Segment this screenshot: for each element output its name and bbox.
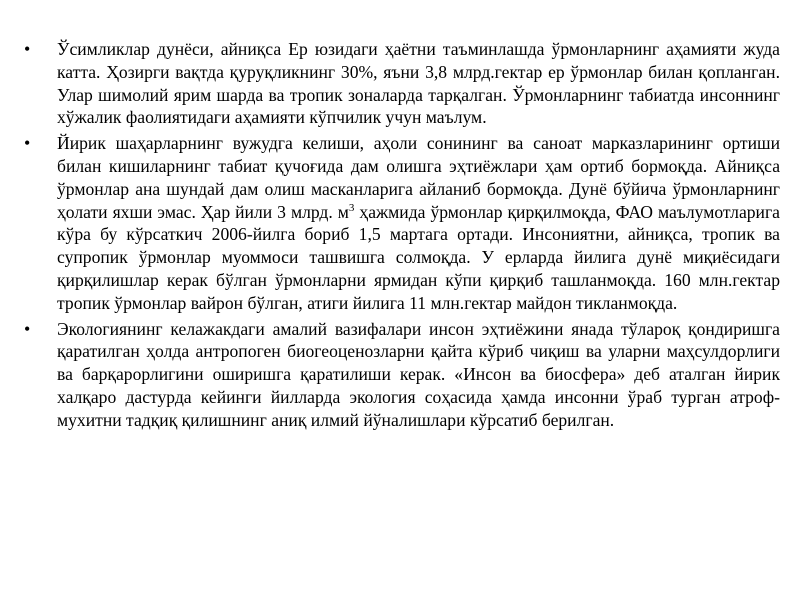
list-item — [24, 318, 780, 432]
paragraph-text-part: ҳажмида ўрмонлар қирқилмоқда, ФАО маълумотларига кўра бу кўрсаткич 2006-йилга бориб 1,5 мартага ортади. Инсониятни, айниқса, тропик ва супропик ўрмонлар муоммоси ташвишга солмоқда. У ерларда йилига дунё миқиёсидаги қирқилишлар керак бўлган ўрмонларни ярмидан кўпи қирқиб ташланмоқда. 160 млн.гектар тропик ўрмонлар вайрон бўлган, атиги йилига 11 млн.гектар майдон тикланмоқда. — [57, 201, 780, 313]
paragraph-ecology-tasks: Экологиянинг келажакдаги амалий вазифалари инсон эҳтиёжини янада тўлароқ қондиришга қаратилган ҳолда антропоген биогеоценозларни қайта кўриб чиқиш ва уларни маҳсулдорлиги ва барқарорлигини оширишга қаратилиши керак. «Инсон ва биосфера» деб аталган йирик халқаро дастурда кейинги йилларда экология соҳасида ҳамда инсонни ўраб турган атроф-мухитни тадқиқ қилишнинг аниқ илмий йўналишлари кўрсатиб берилган. — [57, 318, 780, 430]
bullet-list — [24, 38, 780, 435]
bullet-icon: • — [24, 39, 31, 59]
bullet-icon: • — [24, 133, 31, 154]
paragraph-forests-importance: Ўсимликлар дунёси, айниқса Ер юзидаги ҳаётни таъминлашда ўрмонларнинг аҳамияти жуда катта. Ҳозирги вақтда қуруқликнинг 30%, яъни 3,8 млрд.гектар ер ўрмонлар билан қопланган. Улар шимолий ярим шарда ва тропик зоналарда тарқалган. Ўрмонларнинг табиатда инсоннинг хўжалик фаолиятидаги аҳамияти кўпчилик учун маълум. — [57, 39, 780, 128]
paragraph-text-part: Йирик шаҳарларнинг вужудга келиши, аҳоли сонининг ва саноат марказларининг ортиши билан кишиларнинг табиат қучоғида дам олишга эҳтиёжлари ҳам ортиб бормоқда. Айниқса ўрмонлар ана шундай дам олиш масканларига айланиб бормоқда. Дунё бўйича ўрмонларнинг ҳолати яхши эмас. Ҳар йили 3 млрд. м — [57, 133, 780, 222]
cubic-superscript: 3 — [348, 201, 355, 214]
bullet-icon: • — [24, 318, 31, 339]
paragraph-deforestation — [57, 132, 780, 314]
list-item — [24, 38, 780, 129]
list-item — [24, 132, 780, 314]
